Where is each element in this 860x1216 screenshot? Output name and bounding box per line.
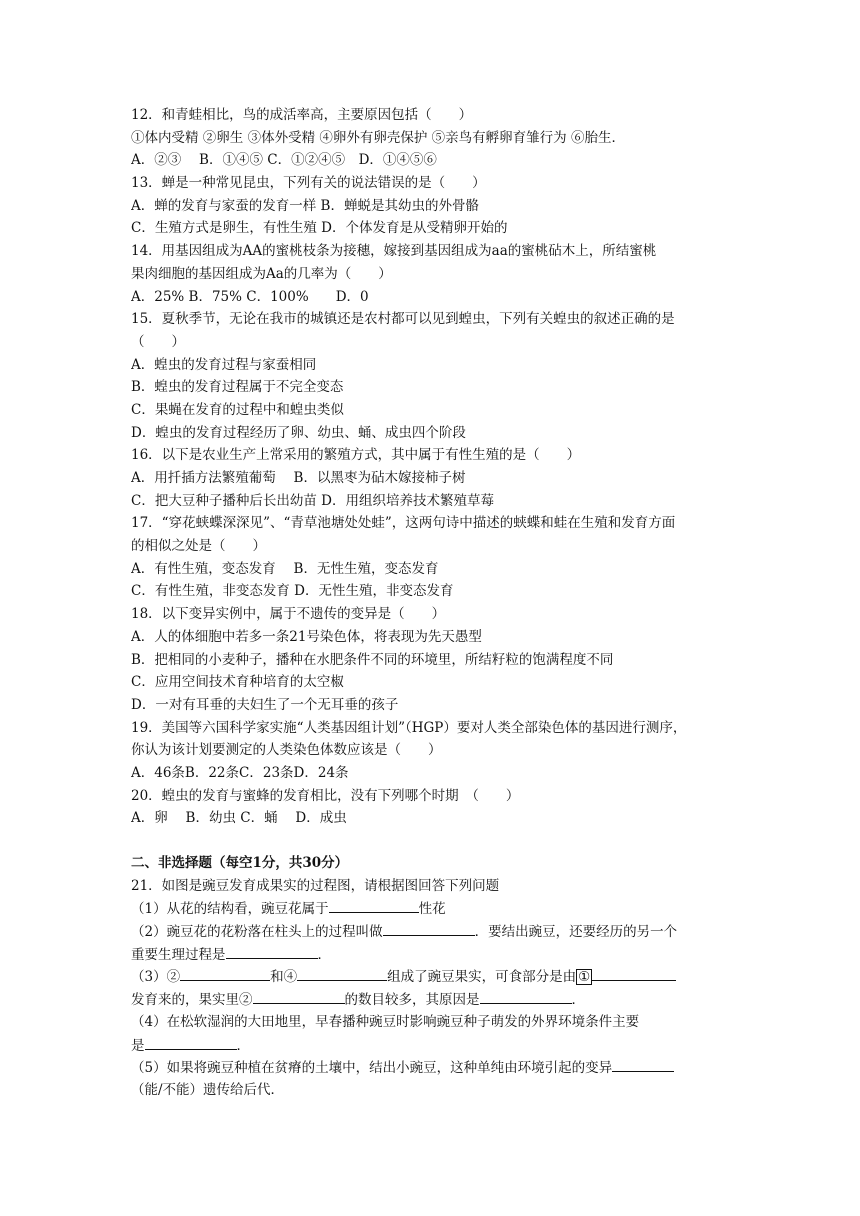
question-stem: 13．蝉是一种常见昆虫，下列有关的说法错误的是（ ）: [131, 175, 486, 192]
text-segment: ．: [571, 992, 585, 1009]
question: [131, 308, 741, 444]
text-segment: ．: [236, 1037, 250, 1054]
question-line: C．生殖方式是卵生，有性生殖 D．个体发育是从受精卵开始的: [131, 220, 508, 237]
text-segment: （3）②: [131, 969, 181, 986]
question-21-stem: 21．如图是豌豆发育成果实的过程图，请根据图回答下列问题: [131, 877, 500, 894]
question-line: A．蝗虫的发育过程与家蚕相同: [131, 356, 317, 373]
text-segment: 是: [131, 1037, 145, 1054]
question-stem: 18．以下变异实例中，属于不遗传的变异是（ ）: [131, 606, 446, 623]
question-line: D．一对有耳垂的夫妇生了一个无耳垂的孩子: [131, 696, 399, 713]
question-21-part-1: [131, 897, 741, 920]
text-segment: ．: [317, 946, 331, 963]
multiple-choice-block: [131, 104, 741, 830]
text-segment: 的数目较多，其原因是: [344, 992, 480, 1009]
question-stem: 12．和青蛙相比，鸟的成活率高，主要原因包括（ ）: [131, 107, 473, 123]
question-line: A．②③ B．①④⑤ C．①②④⑤ D．①④⑤⑥: [131, 152, 437, 169]
text-segment: 性花: [418, 901, 446, 918]
question-line: A．用扦插方法繁殖葡萄 B．以黑枣为砧木嫁接柿子树: [131, 470, 466, 486]
question: [131, 512, 741, 603]
answer-blank[interactable]: [480, 988, 572, 1004]
text-segment: 重要生理过程是: [131, 946, 226, 963]
question-line: 你认为该计划要测定的人类染色体数应该是（ ）: [131, 742, 442, 759]
answer-blank[interactable]: [297, 965, 387, 981]
question-21-part-4: （4）在松软湿润的大田地里，早春播种豌豆时影响豌豆种子萌发的外界环境条件主要: [131, 1013, 640, 1030]
question-line: C．有性生殖，非变态发育 D．无性生殖，非变态发育: [131, 583, 454, 600]
question: [131, 603, 741, 716]
question-line: A．人的体细胞中若多一条21号染色体，将表现为先天愚型: [131, 628, 482, 645]
question-stem: 19．美国等六国科学家实施“人类基因组计划”（HGP）要对人类全部染色体的基因进行测序，: [131, 719, 687, 736]
question-21-part-2-cont: [131, 943, 741, 966]
question-line: A．46条B．22条C．23条D．24条: [131, 764, 349, 781]
answer-blank[interactable]: [383, 920, 475, 936]
question-stem: 14．用基因组成为AA的蜜桃枝条为接穗，嫁接到基因组成为aa的蜜桃砧木上，所结蜜桃: [131, 243, 657, 260]
answer-blank[interactable]: [226, 943, 318, 959]
question-line: C．把大豆种子播种后长出幼苗 D．用组织培养技术繁殖草莓: [131, 492, 494, 509]
text-segment: ．要结出豌豆，还要经历的另一个: [474, 924, 678, 941]
question-stem: 17．“穿花蛱蝶深深见”、“青草池塘处处蛙”，这两句诗中描述的蛱蝶和蛙在生殖和发育方面: [131, 515, 676, 532]
question-line: A．25% B．75% C．100% D．0: [131, 288, 369, 305]
question-21-part-5: [131, 1056, 741, 1079]
question-stem: 16．以下是农业生产上常采用的繁殖方式，其中属于有性生殖的是（ ）: [131, 447, 581, 464]
question: [131, 240, 741, 308]
question-21-part-3-cont: [131, 988, 741, 1011]
section-gap: [131, 830, 741, 852]
question: [131, 785, 741, 830]
answer-blank[interactable]: [180, 965, 270, 981]
text-segment: （2）豌豆花的花粉落在柱头上的过程叫做: [131, 924, 383, 941]
answer-blank[interactable]: [329, 897, 419, 913]
exam-page: [131, 104, 741, 1102]
question-line: B．蝗虫的发育过程属于不完全变态: [131, 379, 344, 396]
bracketed-marker: ①: [578, 969, 591, 986]
question-stem: 15．夏秋季节，无论在我市的城镇还是农村都可以见到蝗虫，下列有关蝗虫的叙述正确的是: [131, 311, 675, 328]
question-21-part-5-cont: （能/不能）遗传给后代．: [131, 1081, 285, 1098]
answer-blank[interactable]: [612, 1056, 674, 1072]
question: [131, 104, 741, 172]
section-heading: 二、非选择题（每空1分，共30分）: [131, 855, 349, 871]
question-21-part-2: [131, 920, 741, 943]
question-21-part-4-cont: [131, 1034, 741, 1057]
question-line: C．应用空间技术育种培育的太空椒: [131, 674, 344, 691]
text-segment: （5）如果将豌豆种植在贫瘠的土壤中，结出小豌豆，这种单纯由环境引起的变异: [131, 1060, 613, 1077]
question-line: 果肉细胞的基因组成为Aa的几率为（ ）: [131, 265, 392, 282]
question-line: B．把相同的小麦种子，播种在水肥条件不同的环境里，所结籽粒的饱满程度不同: [131, 651, 614, 668]
question: [131, 717, 741, 785]
question-21-part-3: [131, 965, 741, 988]
question-line: C．果蝇在发育的过程中和蝗虫类似: [131, 401, 344, 418]
text-segment: （1）从花的结构看，豌豆花属于: [131, 901, 329, 918]
question-line: A．蝉的发育与家蚕的发育一样 B．蝉蜕是其幼虫的外骨骼: [131, 197, 479, 214]
question-line: （ ）: [131, 333, 185, 350]
question-line: D．蝗虫的发育过程经历了卵、幼虫、蛹、成虫四个阶段: [131, 424, 466, 441]
text-segment: 发育来的，果实里②: [131, 992, 253, 1009]
answer-blank[interactable]: [145, 1034, 237, 1050]
question-line: 的相似之处是（ ）: [131, 538, 266, 555]
question: [131, 444, 741, 512]
question-line: A．有性生殖，变态发育 B．无性生殖，变态发育: [131, 560, 439, 577]
text-segment: 和④: [270, 969, 298, 986]
answer-blank[interactable]: [253, 988, 345, 1004]
question: [131, 172, 741, 240]
text-segment: 组成了豌豆果实，可食部分是由: [387, 969, 577, 986]
question-stem: 20．蝗虫的发育与蜜蜂的发育相比，没有下列哪个时期 （ ）: [131, 787, 520, 804]
answer-blank[interactable]: [592, 965, 676, 981]
question-line: ①体内受精 ②卵生 ③体外受精 ④卵外有卵壳保护 ⑤亲鸟有孵卵育雏行为 ⑥胎生．: [131, 129, 625, 146]
question-line: A．卵 B．幼虫 C．蛹 D．成虫: [131, 810, 347, 827]
